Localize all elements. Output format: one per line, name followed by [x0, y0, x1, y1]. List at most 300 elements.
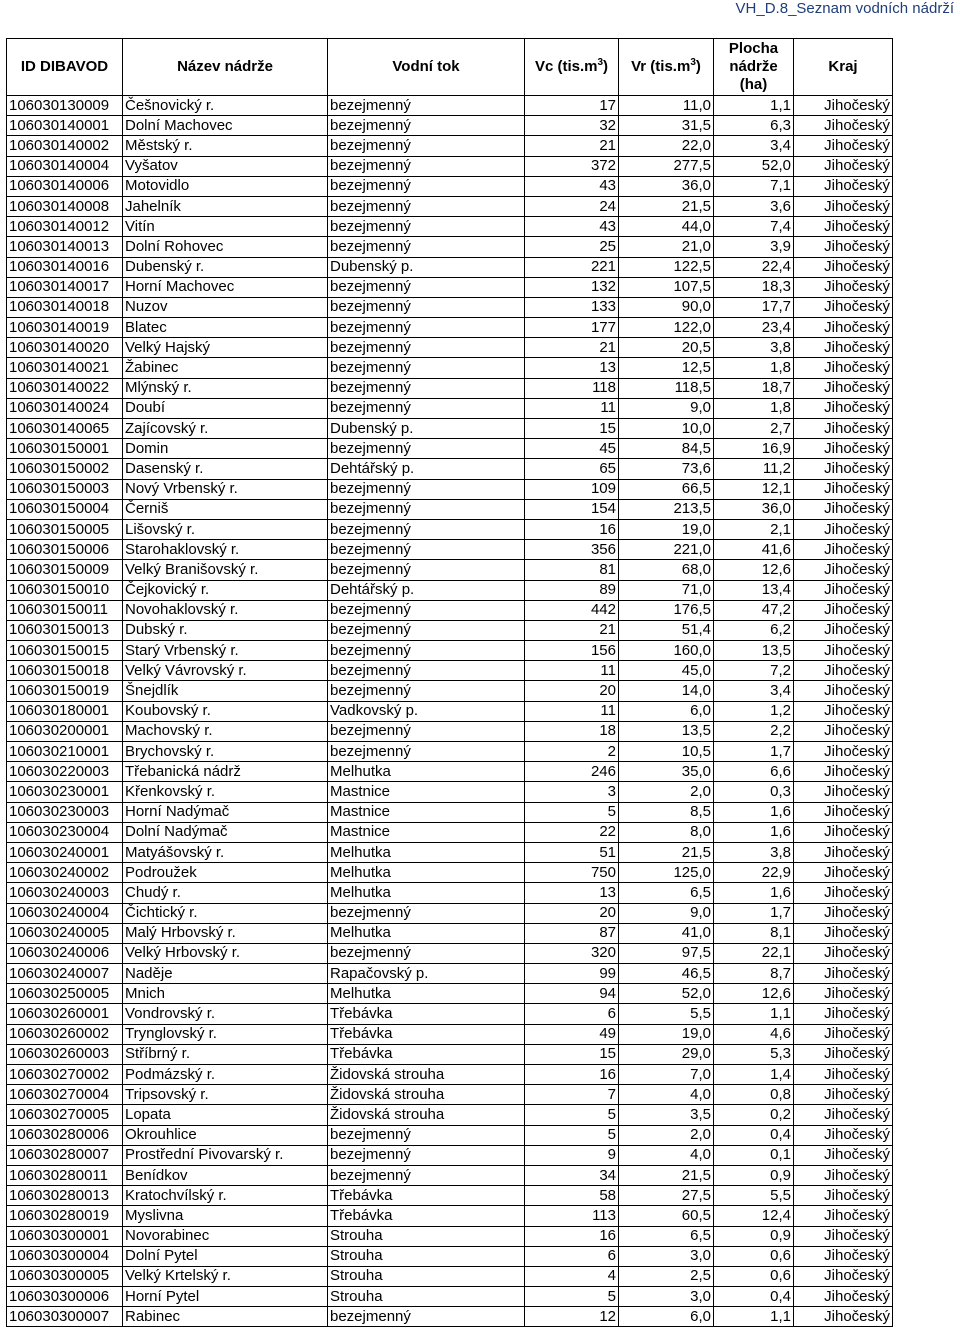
cell-stream: Dehtářský p. [328, 580, 525, 600]
cell-vr: 44,0 [619, 217, 714, 237]
cell-vc: 118 [525, 378, 619, 398]
cell-id: 106030140002 [7, 136, 123, 156]
cell-vr: 90,0 [619, 297, 714, 317]
cell-vr: 41,0 [619, 923, 714, 943]
cell-stream: bezejmenný [328, 1165, 525, 1185]
cell-area: 4,6 [714, 1024, 794, 1044]
cell-name: Koubovský r. [123, 701, 328, 721]
cell-vc: 11 [525, 398, 619, 418]
table-row [7, 1145, 893, 1165]
cell-area: 22,4 [714, 257, 794, 277]
cell-name: Dolní Pytel [123, 1246, 328, 1266]
cell-region: Jihočeský [794, 1246, 893, 1266]
cell-name: Dolní Rohovec [123, 237, 328, 257]
table-row [7, 156, 893, 176]
cell-id: 106030240002 [7, 863, 123, 883]
cell-vr: 213,5 [619, 499, 714, 519]
cell-region: Jihočeský [794, 1024, 893, 1044]
cell-id: 106030240004 [7, 903, 123, 923]
table-row [7, 721, 893, 741]
cell-vc: 442 [525, 600, 619, 620]
cell-region: Jihočeský [794, 661, 893, 681]
cell-area: 13,5 [714, 641, 794, 661]
cell-stream: Mastnice [328, 802, 525, 822]
cell-vr: 46,5 [619, 964, 714, 984]
table-row [7, 943, 893, 963]
cell-name: Starohaklovský r. [123, 540, 328, 560]
cell-stream: bezejmenný [328, 479, 525, 499]
cell-id: 106030150005 [7, 519, 123, 539]
table-row [7, 459, 893, 479]
cell-stream: bezejmenný [328, 1125, 525, 1145]
table-row [7, 1165, 893, 1185]
cell-name: Dubenský r. [123, 257, 328, 277]
cell-name: Naděje [123, 964, 328, 984]
cell-id: 106030240005 [7, 923, 123, 943]
cell-vc: 221 [525, 257, 619, 277]
col-header-region: Kraj [794, 39, 893, 96]
cell-stream: Melhutka [328, 883, 525, 903]
cell-area: 8,7 [714, 964, 794, 984]
cell-stream: bezejmenný [328, 297, 525, 317]
cell-vr: 20,5 [619, 338, 714, 358]
cell-region: Jihočeský [794, 600, 893, 620]
cell-vr: 6,5 [619, 1226, 714, 1246]
table-row [7, 742, 893, 762]
cell-area: 7,4 [714, 217, 794, 237]
cell-name: Dolní Nadýmač [123, 822, 328, 842]
cell-name: Okrouhlice [123, 1125, 328, 1145]
cell-vc: 9 [525, 1145, 619, 1165]
cell-vc: 65 [525, 459, 619, 479]
cell-stream: bezejmenný [328, 358, 525, 378]
cell-area: 0,3 [714, 782, 794, 802]
cell-region: Jihočeský [794, 398, 893, 418]
cell-name: Češnovický r. [123, 96, 328, 116]
cell-vc: 154 [525, 499, 619, 519]
table-row [7, 782, 893, 802]
cell-name: Čichtický r. [123, 903, 328, 923]
table-row [7, 499, 893, 519]
cell-region: Jihočeský [794, 419, 893, 439]
cell-stream: Židovská strouha [328, 1065, 525, 1085]
cell-region: Jihočeský [794, 620, 893, 640]
cell-stream: bezejmenný [328, 136, 525, 156]
table-row [7, 1287, 893, 1307]
cell-name: Myslivna [123, 1206, 328, 1226]
cell-vr: 3,0 [619, 1287, 714, 1307]
cell-area: 18,7 [714, 378, 794, 398]
cell-vr: 4,0 [619, 1085, 714, 1105]
cell-id: 106030140016 [7, 257, 123, 277]
table-row [7, 479, 893, 499]
cell-vr: 160,0 [619, 641, 714, 661]
cell-id: 106030130009 [7, 96, 123, 116]
cell-area: 0,9 [714, 1226, 794, 1246]
cell-stream: Melhutka [328, 863, 525, 883]
cell-id: 106030240001 [7, 842, 123, 862]
cell-vr: 21,5 [619, 842, 714, 862]
cell-region: Jihočeský [794, 378, 893, 398]
table-row [7, 701, 893, 721]
cell-vc: 7 [525, 1085, 619, 1105]
cell-vc: 24 [525, 196, 619, 216]
cell-area: 2,1 [714, 519, 794, 539]
cell-name: Podroužek [123, 863, 328, 883]
cell-vr: 5,5 [619, 1004, 714, 1024]
cell-region: Jihočeský [794, 136, 893, 156]
cell-stream: bezejmenný [328, 903, 525, 923]
table-row [7, 1044, 893, 1064]
cell-stream: bezejmenný [328, 560, 525, 580]
cell-area: 7,2 [714, 661, 794, 681]
cell-name: Vyšatov [123, 156, 328, 176]
table-row [7, 398, 893, 418]
cell-stream: bezejmenný [328, 217, 525, 237]
cell-region: Jihočeský [794, 459, 893, 479]
cell-id: 106030140018 [7, 297, 123, 317]
cell-stream: bezejmenný [328, 943, 525, 963]
cell-name: Třebanická nádrž [123, 762, 328, 782]
cell-vc: 99 [525, 964, 619, 984]
col-header-area: Plocha nádrže (ha) [714, 39, 794, 96]
table-row [7, 1206, 893, 1226]
cell-name: Starý Vrbenský r. [123, 641, 328, 661]
cell-region: Jihočeský [794, 1044, 893, 1064]
cell-id: 106030140020 [7, 338, 123, 358]
cell-vr: 19,0 [619, 519, 714, 539]
table-row [7, 318, 893, 338]
cell-id: 106030300001 [7, 1226, 123, 1246]
cell-region: Jihočeský [794, 297, 893, 317]
cell-vc: 2 [525, 742, 619, 762]
cell-stream: Židovská strouha [328, 1105, 525, 1125]
cell-region: Jihočeský [794, 923, 893, 943]
cell-stream: bezejmenný [328, 519, 525, 539]
cell-vc: 87 [525, 923, 619, 943]
cell-name: Jahelník [123, 196, 328, 216]
cell-region: Jihočeský [794, 499, 893, 519]
cell-region: Jihočeský [794, 1145, 893, 1165]
cell-stream: Strouha [328, 1266, 525, 1286]
table-row [7, 600, 893, 620]
cell-vc: 13 [525, 883, 619, 903]
cell-region: Jihočeský [794, 116, 893, 136]
cell-stream: Vadkovský p. [328, 701, 525, 721]
cell-stream: bezejmenný [328, 176, 525, 196]
table-row [7, 196, 893, 216]
cell-region: Jihočeský [794, 318, 893, 338]
col-header-vc: Vc $(tis.m^3)$ [525, 39, 619, 96]
cell-region: Jihočeský [794, 1065, 893, 1085]
cell-vc: 58 [525, 1186, 619, 1206]
cell-stream: Melhutka [328, 762, 525, 782]
cell-vc: 16 [525, 1065, 619, 1085]
cell-name: Nový Vrbenský r. [123, 479, 328, 499]
cell-name: Horní Nadýmač [123, 802, 328, 822]
cell-area: 6,2 [714, 620, 794, 640]
col-header-stream: Vodní tok [328, 39, 525, 96]
cell-region: Jihočeský [794, 822, 893, 842]
cell-name: Šnejdlík [123, 681, 328, 701]
cell-area: 0,6 [714, 1246, 794, 1266]
cell-region: Jihočeský [794, 196, 893, 216]
cell-vr: 176,5 [619, 600, 714, 620]
cell-region: Jihočeský [794, 701, 893, 721]
cell-region: Jihočeský [794, 1004, 893, 1024]
cell-region: Jihočeský [794, 176, 893, 196]
cell-region: Jihočeský [794, 883, 893, 903]
cell-id: 106030230003 [7, 802, 123, 822]
cell-name: Nuzov [123, 297, 328, 317]
table-row [7, 277, 893, 297]
cell-id: 106030240003 [7, 883, 123, 903]
cell-region: Jihočeský [794, 1085, 893, 1105]
cell-name: Tripsovský r. [123, 1085, 328, 1105]
cell-area: 3,8 [714, 842, 794, 862]
cell-name: Velký Branišovský r. [123, 560, 328, 580]
table-row [7, 1024, 893, 1044]
cell-stream: Dubenský p. [328, 257, 525, 277]
cell-stream: Strouha [328, 1287, 525, 1307]
cell-stream: bezejmenný [328, 116, 525, 136]
cell-id: 106030140024 [7, 398, 123, 418]
cell-region: Jihočeský [794, 782, 893, 802]
cell-vc: 51 [525, 842, 619, 862]
cell-region: Jihočeský [794, 943, 893, 963]
cell-area: 3,4 [714, 681, 794, 701]
cell-vc: 17 [525, 96, 619, 116]
cell-vr: 60,5 [619, 1206, 714, 1226]
cell-id: 106030300005 [7, 1266, 123, 1286]
cell-vr: 2,5 [619, 1266, 714, 1286]
cell-area: 12,4 [714, 1206, 794, 1226]
cell-id: 106030150013 [7, 620, 123, 640]
cell-area: 6,3 [714, 116, 794, 136]
cell-name: Zajícovský r. [123, 419, 328, 439]
cell-stream: bezejmenný [328, 439, 525, 459]
cell-vr: 6,5 [619, 883, 714, 903]
cell-vc: 320 [525, 943, 619, 963]
cell-region: Jihočeský [794, 96, 893, 116]
cell-area: 1,7 [714, 903, 794, 923]
cell-stream: bezejmenný [328, 1145, 525, 1165]
cell-region: Jihočeský [794, 762, 893, 782]
cell-id: 106030200001 [7, 721, 123, 741]
cell-id: 106030280013 [7, 1186, 123, 1206]
table-row [7, 964, 893, 984]
cell-stream: bezejmenný [328, 661, 525, 681]
cell-vr: 36,0 [619, 176, 714, 196]
table-row [7, 762, 893, 782]
cell-vr: 107,5 [619, 277, 714, 297]
cell-vc: 11 [525, 701, 619, 721]
cell-vr: 73,6 [619, 459, 714, 479]
cell-id: 106030270005 [7, 1105, 123, 1125]
cell-vr: 10,0 [619, 419, 714, 439]
cell-name: Velký Hajský [123, 338, 328, 358]
table-row [7, 923, 893, 943]
cell-name: Velký Hrbovský r. [123, 943, 328, 963]
cell-id: 106030240006 [7, 943, 123, 963]
cell-vr: 6,0 [619, 701, 714, 721]
cell-vr: 14,0 [619, 681, 714, 701]
cell-region: Jihočeský [794, 358, 893, 378]
cell-vc: 81 [525, 560, 619, 580]
table-row [7, 378, 893, 398]
cell-area: 17,7 [714, 297, 794, 317]
cell-vc: 20 [525, 903, 619, 923]
cell-vc: 34 [525, 1165, 619, 1185]
cell-id: 106030210001 [7, 742, 123, 762]
table-row [7, 297, 893, 317]
cell-vr: 66,5 [619, 479, 714, 499]
cell-vc: 13 [525, 358, 619, 378]
cell-region: Jihočeský [794, 580, 893, 600]
cell-name: Horní Machovec [123, 277, 328, 297]
cell-vr: 21,5 [619, 1165, 714, 1185]
document-title: VH_D.8_Seznam vodních nádrží [735, 0, 954, 17]
cell-vr: 71,0 [619, 580, 714, 600]
cell-area: 22,1 [714, 943, 794, 963]
cell-name: Kratochvílský r. [123, 1186, 328, 1206]
cell-vr: 21,0 [619, 237, 714, 257]
cell-name: Doubí [123, 398, 328, 418]
col-header-vr: Vr $(tis.m^3)$ [619, 39, 714, 96]
table-row [7, 802, 893, 822]
table-row [7, 822, 893, 842]
cell-stream: Rapačovský p. [328, 964, 525, 984]
cell-stream: Strouha [328, 1246, 525, 1266]
cell-name: Velký Krtelský r. [123, 1266, 328, 1286]
table-row [7, 1226, 893, 1246]
cell-area: 12,6 [714, 560, 794, 580]
cell-vc: 20 [525, 681, 619, 701]
cell-area: 22,9 [714, 863, 794, 883]
table-row [7, 1266, 893, 1286]
table-row [7, 580, 893, 600]
cell-vc: 21 [525, 338, 619, 358]
cell-name: Lišovský r. [123, 519, 328, 539]
cell-vc: 372 [525, 156, 619, 176]
cell-vc: 25 [525, 237, 619, 257]
cell-name: Horní Pytel [123, 1287, 328, 1307]
cell-stream: Melhutka [328, 842, 525, 862]
cell-id: 106030280011 [7, 1165, 123, 1185]
cell-vr: 125,0 [619, 863, 714, 883]
cell-vc: 113 [525, 1206, 619, 1226]
cell-name: Prostřední Pivovarský r. [123, 1145, 328, 1165]
cell-area: 1,8 [714, 398, 794, 418]
cell-area: 1,4 [714, 1065, 794, 1085]
cell-name: Motovidlo [123, 176, 328, 196]
cell-area: 1,1 [714, 1307, 794, 1327]
cell-id: 106030230004 [7, 822, 123, 842]
cell-stream: Melhutka [328, 984, 525, 1004]
cell-id: 106030300006 [7, 1287, 123, 1307]
cell-id: 106030150006 [7, 540, 123, 560]
cell-stream: bezejmenný [328, 499, 525, 519]
cell-name: Dasenský r. [123, 459, 328, 479]
cell-vr: 122,0 [619, 318, 714, 338]
table-row [7, 1125, 893, 1145]
cell-vc: 15 [525, 1044, 619, 1064]
cell-region: Jihočeský [794, 1125, 893, 1145]
cell-vr: 122,5 [619, 257, 714, 277]
cell-name: Domin [123, 439, 328, 459]
cell-vc: 43 [525, 217, 619, 237]
cell-area: 5,3 [714, 1044, 794, 1064]
cell-area: 5,5 [714, 1186, 794, 1206]
cell-vr: 68,0 [619, 560, 714, 580]
cell-vc: 356 [525, 540, 619, 560]
table-row [7, 358, 893, 378]
cell-area: 2,7 [714, 419, 794, 439]
cell-id: 106030150009 [7, 560, 123, 580]
cell-vc: 3 [525, 782, 619, 802]
cell-area: 47,2 [714, 600, 794, 620]
reservoir-table [6, 38, 893, 1327]
cell-id: 106030140019 [7, 318, 123, 338]
table-row [7, 1105, 893, 1125]
cell-name: Trynglovský r. [123, 1024, 328, 1044]
cell-id: 106030140065 [7, 419, 123, 439]
cell-name: Rabinec [123, 1307, 328, 1327]
table-row [7, 136, 893, 156]
cell-name: Stříbrný r. [123, 1044, 328, 1064]
cell-region: Jihočeský [794, 641, 893, 661]
table-row [7, 1065, 893, 1085]
cell-stream: Dehtářský p. [328, 459, 525, 479]
cell-vc: 49 [525, 1024, 619, 1044]
table-row [7, 1004, 893, 1024]
cell-name: Lopata [123, 1105, 328, 1125]
cell-area: 0,6 [714, 1266, 794, 1286]
cell-id: 106030300007 [7, 1307, 123, 1327]
cell-name: Mnich [123, 984, 328, 1004]
cell-vr: 3,0 [619, 1246, 714, 1266]
cell-area: 12,1 [714, 479, 794, 499]
cell-vr: 19,0 [619, 1024, 714, 1044]
cell-stream: Třebávka [328, 1044, 525, 1064]
table-row [7, 338, 893, 358]
cell-region: Jihočeský [794, 1105, 893, 1125]
cell-region: Jihočeský [794, 1307, 893, 1327]
cell-vc: 750 [525, 863, 619, 883]
cell-region: Jihočeský [794, 984, 893, 1004]
cell-vc: 132 [525, 277, 619, 297]
table-row [7, 641, 893, 661]
table-row [7, 883, 893, 903]
cell-id: 106030140017 [7, 277, 123, 297]
cell-vr: 13,5 [619, 721, 714, 741]
cell-vc: 18 [525, 721, 619, 741]
table-body [7, 96, 893, 1327]
cell-id: 106030300004 [7, 1246, 123, 1266]
cell-stream: bezejmenný [328, 277, 525, 297]
cell-vr: 277,5 [619, 156, 714, 176]
cell-area: 7,1 [714, 176, 794, 196]
cell-name: Matyášovský r. [123, 842, 328, 862]
cell-name: Blatec [123, 318, 328, 338]
cell-stream: Melhutka [328, 923, 525, 943]
cell-area: 3,6 [714, 196, 794, 216]
cell-id: 106030150018 [7, 661, 123, 681]
cell-vr: 21,5 [619, 196, 714, 216]
cell-stream: bezejmenný [328, 600, 525, 620]
table-row [7, 661, 893, 681]
cell-stream: Dubenský p. [328, 419, 525, 439]
